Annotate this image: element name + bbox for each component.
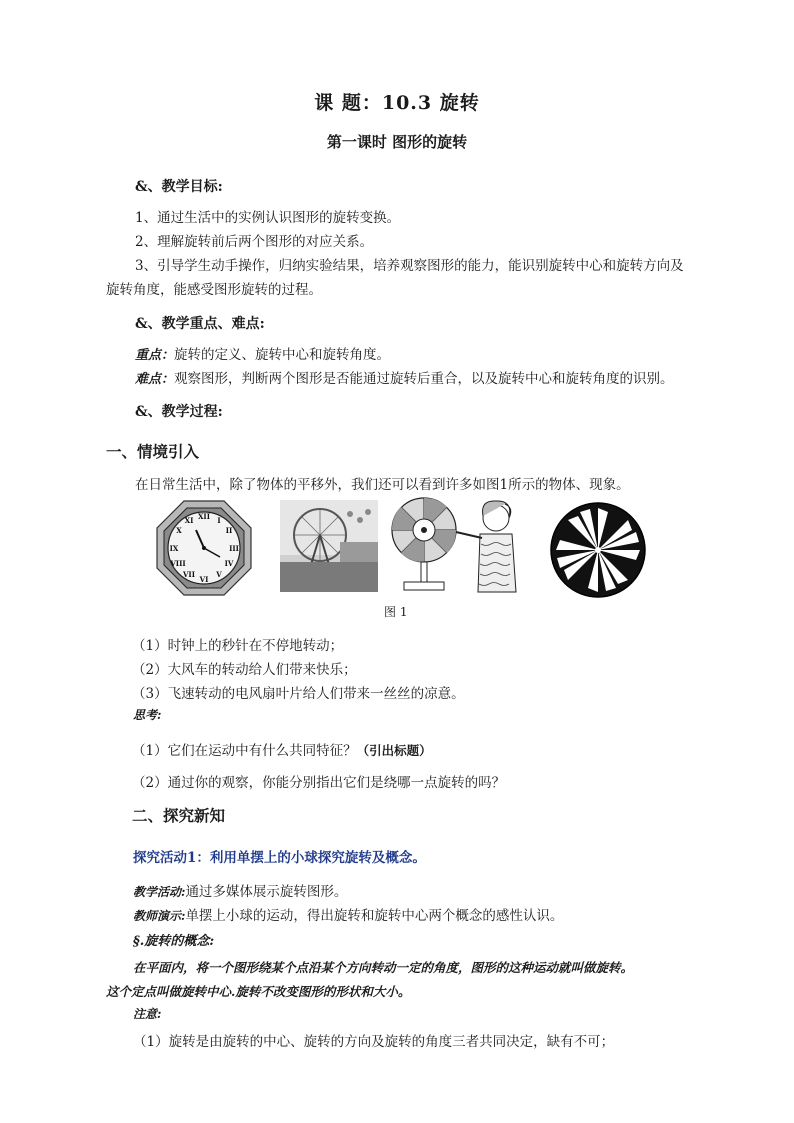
svg-text:VIII: VIII <box>170 559 186 568</box>
scene-item: （1）时钟上的秒针在不停地转动； <box>132 638 344 654</box>
svg-text:VII: VII <box>183 570 195 579</box>
svg-text:III: III <box>229 544 239 553</box>
teacher-demo-label: 教师演示: <box>133 909 186 923</box>
svg-text:VI: VI <box>199 575 209 584</box>
clock-image <box>156 500 252 596</box>
svg-text:XII: XII <box>198 512 210 521</box>
page-subtitle: 第一课时 图形的旋转 <box>326 133 468 151</box>
svg-text:II: II <box>225 526 233 535</box>
figure-caption: 图 1 <box>384 605 408 619</box>
question-1-text: （1）它们在运动中有什么共同特征？ <box>132 743 357 759</box>
question-1 <box>132 739 432 759</box>
key-text: 旋转的定义、旋转中心和旋转角度。 <box>174 347 391 363</box>
activity-title: 探究活动1：利用单摆上的小球探究旋转及概念。 <box>133 850 426 866</box>
section1-heading: 一、情境引入 <box>106 442 200 461</box>
question-1-note: （引出标题） <box>356 743 432 758</box>
difficulty-label: 难点： <box>135 372 175 387</box>
note-label: 注意: <box>133 1007 162 1021</box>
question-2: （2）通过你的观察，你能分别指出它们是绕哪一点旋转的吗？ <box>132 775 506 791</box>
objective-item: 2、理解旋转前后两个图形的对应关系。 <box>135 234 374 250</box>
svg-text:IV: IV <box>224 559 234 568</box>
teacher-demo-text: 单摆上小球的运动，得出旋转和旋转中心两个概念的感性认识。 <box>185 908 564 924</box>
difficulty-text: 观察图形，判断两个图形是否能通过旋转后重合，以及旋转中心和旋转角度的识别。 <box>174 371 674 387</box>
ferris-wheel-image <box>280 500 378 592</box>
concept-heading: §.旋转的概念: <box>133 934 215 949</box>
teaching-activity-text: 通过多媒体展示旋转图形。 <box>185 884 348 900</box>
objectives-heading: &、教学目标: <box>135 179 223 195</box>
definition-line-2: 这个定点叫做旋转中心.旋转不改变图形的形状和大小。 <box>106 984 411 999</box>
radial-pattern-image <box>550 502 646 598</box>
think-label: 思考: <box>133 708 162 722</box>
teacher-demo <box>133 904 563 924</box>
teaching-activity <box>133 880 347 900</box>
keypoints-heading: &、教学重点、难点: <box>135 316 265 332</box>
scene-item: （2）大风车的转动给人们带来快乐； <box>132 662 357 678</box>
page-title: 课 题：10.3 旋转 <box>314 92 480 114</box>
svg-text:V: V <box>216 570 222 579</box>
svg-text:I: I <box>217 516 221 525</box>
key-label: 重点： <box>135 348 175 363</box>
note-item-1: （1）旋转是由旋转的中心、旋转的方向及旋转的角度三者共同决定，缺有不可； <box>133 1034 615 1050</box>
key-point-line <box>135 343 390 363</box>
definition-line-1: 在平面内，将一个图形绕某个点沿某个方向转动一定的角度，图形的这种运动就叫做旋转。 <box>133 960 634 975</box>
svg-text:X: X <box>176 526 182 535</box>
process-heading: &、教学过程: <box>135 404 223 420</box>
teaching-activity-label: 教学活动: <box>133 885 186 899</box>
svg-text:XI: XI <box>184 516 194 525</box>
section1-intro: 在日常生活中，除了物体的平移外，我们还可以看到许多如图1所示的物体、现象。 <box>135 477 630 493</box>
svg-text:IX: IX <box>169 544 179 553</box>
scene-item: （3）飞速转动的电风扇叶片给人们带来一丝丝的凉意。 <box>132 686 465 702</box>
objective-item: 1、通过生活中的实例认识图形的旋转变换。 <box>135 210 401 226</box>
objective-item: 3、引导学生动手操作，归纳实验结果，培养观察图形的能力，能识别旋转中心和旋转方向及 <box>135 258 684 274</box>
difficulty-line <box>135 367 674 387</box>
fan-woman-image <box>388 494 528 596</box>
objective-item: 旋转角度，能感受图形旋转的过程。 <box>106 282 322 298</box>
section2-heading: 二、探究新知 <box>132 806 226 825</box>
